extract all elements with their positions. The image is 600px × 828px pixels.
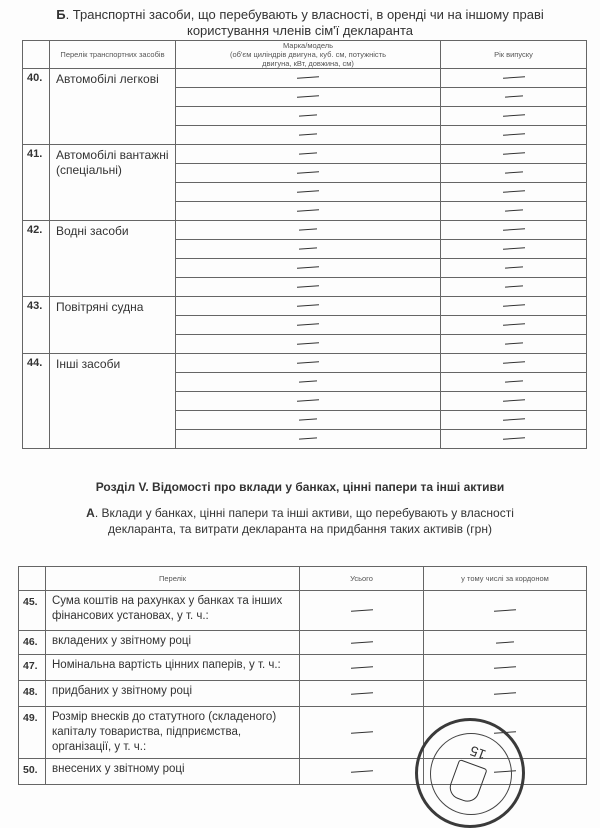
year-cell[interactable] [441, 145, 587, 164]
section-b-title-line1: . Транспортні засоби, що перебувають у власності, в оренді чи на іншому праві [65, 7, 544, 22]
year-cell[interactable] [441, 335, 587, 354]
dash-mark [494, 692, 516, 695]
brand-cell[interactable] [176, 411, 441, 430]
dash-mark [299, 248, 317, 250]
table-row [23, 297, 587, 316]
dash-mark [350, 609, 372, 612]
dash-mark [297, 285, 319, 288]
dash-mark [299, 115, 317, 117]
dash-mark [502, 361, 524, 364]
brand-cell[interactable] [176, 240, 441, 259]
dash-mark [496, 641, 514, 643]
total-cell[interactable] [300, 681, 424, 707]
dash-mark [502, 399, 524, 402]
row-label: Розмір внесків до статутного (складеного) капіталу товариства, підприємства, організації, у т. ч.: [46, 707, 300, 759]
year-cell[interactable] [441, 297, 587, 316]
abroad-cell[interactable] [424, 655, 587, 681]
brand-cell[interactable] [176, 183, 441, 202]
table-row [23, 69, 587, 88]
year-cell[interactable] [441, 278, 587, 297]
row-number: 50. [19, 759, 46, 785]
dash-mark [297, 361, 319, 364]
dash-mark [297, 95, 319, 98]
year-cell[interactable] [441, 316, 587, 335]
brand-cell[interactable] [176, 278, 441, 297]
header-vehicle-list: Перелік транспортних засобів [50, 41, 176, 69]
section-v-subtitle-line2: декларанта, та витрати декларанта на придбання таких активів (грн) [108, 522, 492, 536]
total-cell[interactable] [300, 591, 424, 631]
header-brand-note: (об'єм циліндрів двигуна, куб. см, потужність двигуна, кВт, довжина, см) [229, 50, 386, 68]
brand-cell[interactable] [176, 297, 441, 316]
vehicles-header-row [23, 41, 587, 69]
brand-cell[interactable] [176, 335, 441, 354]
row-number: 49. [19, 707, 46, 759]
dash-mark [504, 343, 522, 345]
header-brand-model [176, 41, 441, 69]
brand-cell[interactable] [176, 392, 441, 411]
dash-mark [299, 134, 317, 136]
row-number: 46. [19, 631, 46, 655]
dash-mark [502, 152, 524, 155]
table-row [23, 354, 587, 373]
official-stamp [415, 718, 525, 828]
brand-cell[interactable] [176, 430, 441, 449]
header-year: Рік випуску [441, 41, 587, 69]
deposits-header-row [19, 567, 587, 591]
dash-mark [297, 190, 319, 193]
row-label: Інші засоби [50, 354, 176, 449]
abroad-cell[interactable] [424, 631, 587, 655]
year-cell[interactable] [441, 221, 587, 240]
abroad-cell[interactable] [424, 591, 587, 631]
brand-cell[interactable] [176, 69, 441, 88]
dash-mark [502, 114, 524, 117]
dash-mark [299, 419, 317, 421]
header-total: Усього [300, 567, 424, 591]
dash-mark [502, 133, 524, 136]
year-cell[interactable] [441, 392, 587, 411]
row-label: придбаних у звітному році [46, 681, 300, 707]
header-list: Перелік [46, 567, 300, 591]
dash-mark [494, 609, 516, 612]
brand-cell[interactable] [176, 88, 441, 107]
dash-mark [297, 209, 319, 212]
year-cell[interactable] [441, 164, 587, 183]
dash-mark [299, 229, 317, 231]
header-number [19, 567, 46, 591]
dash-mark [350, 731, 372, 734]
table-row [19, 681, 587, 707]
row-label: Автомобілі легкові [50, 69, 176, 145]
brand-cell[interactable] [176, 259, 441, 278]
dash-mark [502, 437, 524, 440]
year-cell[interactable] [441, 373, 587, 392]
row-number: 41. [23, 145, 50, 221]
row-label: Повітряні судна [50, 297, 176, 354]
row-label: внесених у звітному році [46, 759, 300, 785]
dash-mark [504, 96, 522, 98]
row-label: Сума коштів на рахунках у банках та інших фінансових установах, у т. ч.: [46, 591, 300, 631]
total-cell[interactable] [300, 655, 424, 681]
section-v-subtitle [0, 505, 600, 537]
table-row [23, 145, 587, 164]
dash-mark [502, 190, 524, 193]
brand-cell[interactable] [176, 164, 441, 183]
year-cell[interactable] [441, 202, 587, 221]
brand-cell[interactable] [176, 202, 441, 221]
row-number: 44. [23, 354, 50, 449]
dash-mark [297, 304, 319, 307]
year-cell[interactable] [441, 88, 587, 107]
dash-mark [350, 641, 372, 644]
header-number [23, 41, 50, 69]
year-cell[interactable] [441, 430, 587, 449]
dash-mark [299, 438, 317, 440]
dash-mark [504, 172, 522, 174]
dash-mark [299, 381, 317, 383]
dash-mark [504, 286, 522, 288]
row-number: 48. [19, 681, 46, 707]
year-cell[interactable] [441, 107, 587, 126]
brand-cell[interactable] [176, 373, 441, 392]
header-brand-label: Марка/модель [282, 41, 334, 50]
year-cell[interactable] [441, 411, 587, 430]
dash-mark [502, 228, 524, 231]
row-number: 45. [19, 591, 46, 631]
total-cell[interactable] [300, 707, 424, 759]
row-number: 43. [23, 297, 50, 354]
brand-cell[interactable] [176, 316, 441, 335]
row-label: Водні засоби [50, 221, 176, 297]
total-cell[interactable] [300, 759, 424, 785]
dash-mark [297, 171, 319, 174]
vehicles-table [22, 40, 587, 449]
section-letter: Б [56, 7, 66, 22]
table-row [19, 591, 587, 631]
year-cell[interactable] [441, 240, 587, 259]
stamp-number: 15 [467, 742, 488, 764]
dash-mark [502, 323, 524, 326]
dash-mark [494, 666, 516, 669]
row-number: 42. [23, 221, 50, 297]
dash-mark [299, 153, 317, 155]
table-row [23, 221, 587, 240]
dash-mark [297, 266, 319, 269]
row-label: вкладених у звітному році [46, 631, 300, 655]
dash-mark [350, 692, 372, 695]
dash-mark [350, 666, 372, 669]
dash-mark [502, 418, 524, 421]
header-abroad: у тому числі за кордоном [424, 567, 587, 591]
row-label: Номінальна вартість цінних паперів, у т. ч.: [46, 655, 300, 681]
dash-mark [350, 770, 372, 773]
total-cell[interactable] [300, 631, 424, 655]
dash-mark [502, 247, 524, 250]
row-number: 47. [19, 655, 46, 681]
section-v-heading: Розділ V. Відомості про вклади у банках, цінні папери та інші активи [95, 480, 505, 494]
abroad-cell[interactable] [424, 681, 587, 707]
brand-cell[interactable] [176, 126, 441, 145]
year-cell[interactable] [441, 69, 587, 88]
brand-cell[interactable] [176, 221, 441, 240]
section-b-title-line2: користування членів сім'ї декларанта [186, 23, 413, 38]
brand-cell[interactable] [176, 354, 441, 373]
dash-mark [504, 210, 522, 212]
row-label: Автомобілі вантажні (спеціальні) [50, 145, 176, 221]
table-row [19, 655, 587, 681]
row-number: 40. [23, 69, 50, 145]
brand-cell[interactable] [176, 107, 441, 126]
dash-mark [297, 342, 319, 345]
dash-mark [504, 267, 522, 269]
section-v-subtitle-line1: . Вклади у банках, цінні папери та інші активи, що перебувають у власності [94, 506, 514, 520]
dash-mark [297, 399, 319, 402]
year-cell[interactable] [441, 126, 587, 145]
table-row [19, 631, 587, 655]
year-cell[interactable] [441, 354, 587, 373]
dash-mark [502, 304, 524, 307]
year-cell[interactable] [441, 259, 587, 278]
subsection-letter: А [86, 506, 95, 520]
dash-mark [502, 76, 524, 79]
dash-mark [297, 323, 319, 326]
year-cell[interactable] [441, 183, 587, 202]
section-b-title [0, 7, 600, 39]
dash-mark [504, 381, 522, 383]
brand-cell[interactable] [176, 145, 441, 164]
dash-mark [297, 76, 319, 79]
